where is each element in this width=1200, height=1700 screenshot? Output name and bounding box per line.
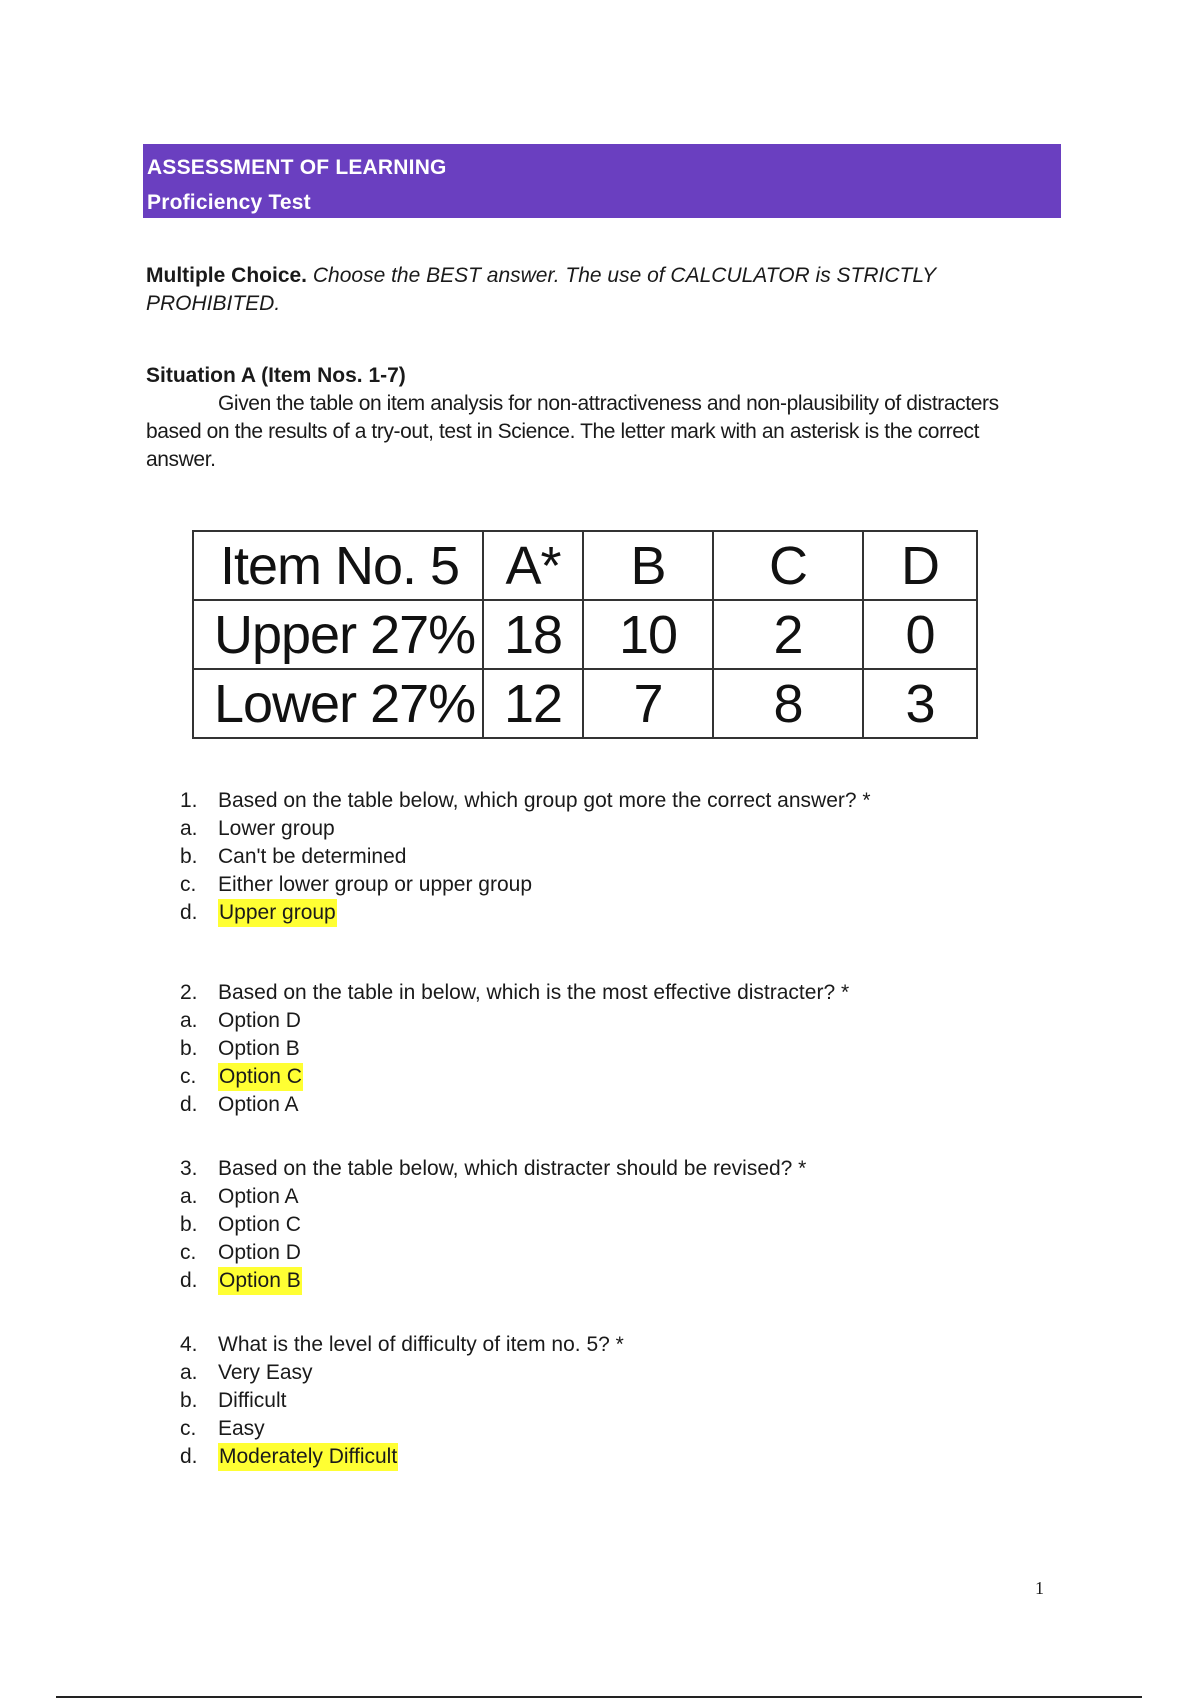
- situation-text: Given the table on item analysis for non-attractiveness and non-plausibility of distracters based on the results of a try-out, test in Science. The letter mark with an asterisk is the correct answer.: [146, 392, 999, 471]
- document-title: ASSESSMENT OF LEARNING: [147, 156, 447, 179]
- answer-option: [180, 1035, 1080, 1063]
- option-letter: d.: [180, 901, 198, 924]
- question-number: 4.: [180, 1333, 198, 1356]
- table-cell: 7: [583, 669, 713, 738]
- header-banner: [143, 144, 1061, 218]
- question-text: Based on the table below, which distracter should be revised? *: [218, 1157, 807, 1180]
- highlighted-answer: Option B: [218, 1267, 302, 1295]
- answer-option: [180, 843, 1080, 871]
- option-text: Option A: [218, 1093, 299, 1116]
- option-text: Option C: [218, 1213, 301, 1236]
- footer-divider: [56, 1696, 1142, 1698]
- answer-option: [180, 1091, 1080, 1119]
- question-text: Based on the table in below, which is the most effective distracter? *: [218, 981, 850, 1004]
- table-cell: 10: [583, 600, 713, 669]
- question-stem: [180, 1331, 1080, 1359]
- table-row: [193, 600, 977, 669]
- option-letter: d.: [180, 1093, 198, 1116]
- answer-option: [180, 1239, 1080, 1267]
- option-text: Option D: [218, 1009, 301, 1032]
- answer-option: [180, 1359, 1080, 1387]
- option-letter: d.: [180, 1269, 198, 1292]
- option-letter: b.: [180, 1389, 198, 1412]
- answer-option: [180, 1063, 1080, 1091]
- option-letter: a.: [180, 817, 198, 840]
- question-number: 1.: [180, 789, 198, 812]
- option-letter: a.: [180, 1009, 198, 1032]
- question-1: [180, 787, 1080, 927]
- option-text: Option D: [218, 1241, 301, 1264]
- answer-option: [180, 815, 1080, 843]
- table-header-cell: Item No. 5: [193, 531, 483, 600]
- situation-title: Situation A (Item Nos. 1-7): [146, 364, 406, 387]
- option-text: Lower group: [218, 817, 335, 840]
- option-letter: c.: [180, 873, 197, 896]
- highlighted-answer: Option C: [218, 1063, 303, 1091]
- highlighted-answer: Moderately Difficult: [218, 1443, 398, 1471]
- table-cell: 0: [863, 600, 977, 669]
- item-analysis-table: [192, 530, 978, 739]
- option-letter: c.: [180, 1417, 197, 1440]
- table-row: [193, 669, 977, 738]
- table-row-label: Lower 27%: [193, 669, 483, 738]
- answer-option: [180, 1415, 1080, 1443]
- option-text: Can't be determined: [218, 845, 407, 868]
- table-cell: 2: [713, 600, 863, 669]
- table-cell: 3: [863, 669, 977, 738]
- option-text: Option A: [218, 1185, 299, 1208]
- question-number: 3.: [180, 1157, 198, 1180]
- table-header-cell: B: [583, 531, 713, 600]
- table-header-cell: D: [863, 531, 977, 600]
- answer-option: [180, 1387, 1080, 1415]
- question-stem: [180, 787, 1080, 815]
- answer-option: [180, 1007, 1080, 1035]
- question-3: [180, 1155, 1080, 1295]
- option-letter: c.: [180, 1241, 197, 1264]
- question-text: What is the level of difficulty of item no. 5? *: [218, 1333, 624, 1356]
- table-header-row: [193, 531, 977, 600]
- table-cell: 8: [713, 669, 863, 738]
- table-cell: 12: [483, 669, 583, 738]
- option-letter: b.: [180, 845, 198, 868]
- option-text: Either lower group or upper group: [218, 873, 533, 896]
- answer-option: [180, 1267, 1080, 1295]
- instructions-text: Choose the BEST answer. The use of CALCULATOR is STRICTLY PROHIBITED.: [146, 264, 936, 315]
- answer-option: [180, 1443, 1080, 1471]
- table-header-cell: C: [713, 531, 863, 600]
- table-cell: 18: [483, 600, 583, 669]
- option-letter: c.: [180, 1065, 197, 1088]
- answer-option: [180, 1183, 1080, 1211]
- question-4: [180, 1331, 1080, 1471]
- answer-option: [180, 1211, 1080, 1239]
- question-stem: [180, 1155, 1080, 1183]
- highlighted-answer: Upper group: [218, 899, 337, 927]
- question-text: Based on the table below, which group got more the correct answer? *: [218, 789, 871, 812]
- question-stem: [180, 979, 1080, 1007]
- table-header-cell: A*: [483, 531, 583, 600]
- answer-option: [180, 871, 1080, 899]
- option-text: Easy: [218, 1417, 265, 1440]
- document-subtitle: Proficiency Test: [147, 191, 311, 214]
- option-letter: b.: [180, 1213, 198, 1236]
- page-number: 1: [1035, 1578, 1044, 1598]
- option-letter: a.: [180, 1185, 198, 1208]
- instructions: [146, 262, 946, 318]
- option-letter: d.: [180, 1445, 198, 1468]
- table-row-label: Upper 27%: [193, 600, 483, 669]
- instructions-lead: Multiple Choice.: [146, 264, 308, 287]
- option-text: Option B: [218, 1037, 300, 1060]
- option-text: Very Easy: [218, 1361, 313, 1384]
- option-text: Difficult: [218, 1389, 287, 1412]
- answer-option: [180, 899, 1080, 927]
- option-letter: a.: [180, 1361, 198, 1384]
- question-number: 2.: [180, 981, 198, 1004]
- question-2: [180, 979, 1080, 1119]
- option-letter: b.: [180, 1037, 198, 1060]
